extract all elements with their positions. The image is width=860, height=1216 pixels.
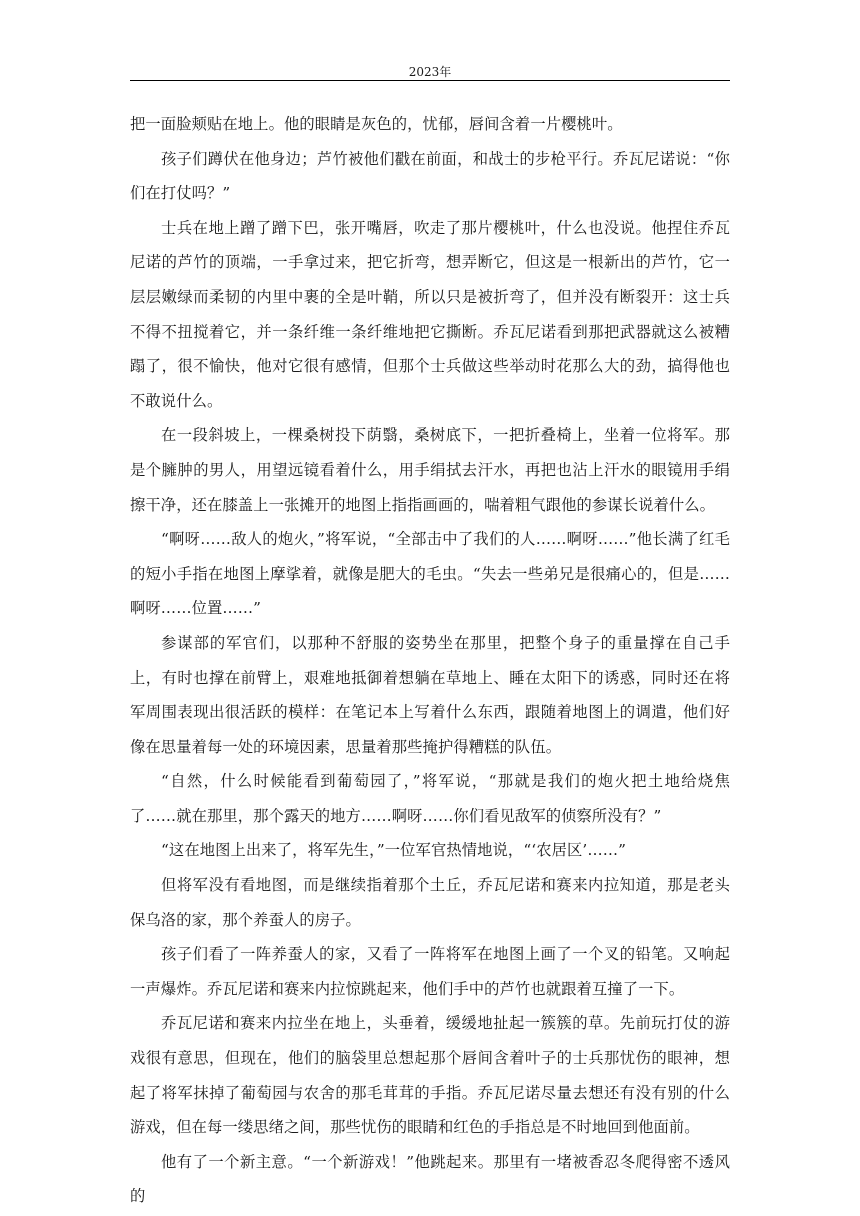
header-rule — [130, 80, 730, 81]
paragraph: 他有了一个新主意。“一个新游戏！”他跳起来。那里有一堵被香忍冬爬得密不透风的 — [130, 1152, 730, 1206]
paragraph: 孩子们蹲伏在他身边；芦竹被他们戳在前面，和战士的步枪平行。乔瓦尼诺说：“你们在打仗吗？” — [130, 149, 730, 203]
paragraph: “啊呀……敌人的炮火，”将军说，“全部击中了我们的人……啊呀……”他长满了红毛的短小手指在地图上摩挲着，就像是肥大的毛虫。“失去一些弟兄是很痛心的，但是……啊呀……位置……” — [130, 530, 730, 618]
article-body — [130, 107, 730, 1214]
paragraph: 在一段斜坡上，一棵桑树投下荫翳，桑树底下，一把折叠椅上，坐着一位将军。那是个臃肿的男人，用望远镜看着什么，用手绢拭去汗水，再把也沾上汗水的眼镜用手绢擦干净，还在膝盖上一张摊开的地图上指指画画的，喘着粗气跟他的参谋长说着什么。 — [130, 426, 730, 514]
page-header-year: 2023年 — [408, 65, 452, 79]
paragraph: “自然，什么时候能看到葡萄园了，”将军说，“那就是我们的炮火把土地给烧焦了……就在那里，那个露天的地方……啊呀……你们看见敌军的侦察所没有？” — [130, 772, 730, 825]
paragraph: 但将军没有看地图，而是继续指着那个土丘，乔瓦尼诺和赛来内拉知道，那是老头保乌洛的家，那个养蚕人的房子。 — [130, 876, 730, 929]
paragraph: 士兵在地上蹭了蹭下巴，张开嘴唇，吹走了那片樱桃叶，什么也没说。他捏住乔瓦尼诺的芦竹的顶端，一手拿过来，把它折弯，想弄断它，但这是一根新出的芦竹，它一层层嫩绿而柔韧的内里中裹的全是叶鞘，所以只是被折弯了，但并没有断裂开：这士兵不得不扭搅着它，并一条纤维一条纤维地把它撕断。乔瓦尼诺看到那把武器就这么被糟蹋了，很不愉快，他对它很有感情，但那个士兵做这些举动时花那么大的劲，搞得他也不敢说什么。 — [130, 218, 730, 410]
paragraph: 乔瓦尼诺和赛来内拉坐在地上，头垂着，缓缓地扯起一簇簇的草。先前玩打仗的游戏很有意思，但现在，他们的脑袋里总想起那个唇间含着叶子的士兵那忧伤的眼神，想起了将军抹掉了葡萄园与农舍的那毛茸茸的手指。乔瓦尼诺尽量去想还有没有别的什么游戏，但在每一缕思绪之间，那些忧伤的眼睛和红色的手指总是不时地回到他面前。 — [130, 1014, 730, 1137]
paragraph: 孩子们看了一阵养蚕人的家，又看了一阵将军在地图上画了一个叉的铅笔。又响起一声爆炸。乔瓦尼诺和赛来内拉惊跳起来，他们手中的芦竹也就跟着互撞了一下。 — [130, 945, 730, 998]
paragraph: 把一面脸颊贴在地上。他的眼睛是灰色的，忧郁，唇间含着一片樱桃叶。 — [130, 115, 623, 133]
paragraph: “这在地图上出来了，将军先生，”一位军官热情地说，“‘农居区’……” — [161, 841, 627, 860]
paragraph: 参谋部的军官们，以那种不舒服的姿势坐在那里，把整个身子的重量撑在自己手上，有时也撑在前臂上，艰难地抵御着想躺在草地上、睡在太阳下的诱惑，同时还在将军周围表现出很活跃的模样：在笔记本上写着什么东西，跟随着地图上的调遣，他们好像在思量着每一处的环境因素，思量着那些掩护得糟糕的队伍。 — [130, 633, 730, 756]
